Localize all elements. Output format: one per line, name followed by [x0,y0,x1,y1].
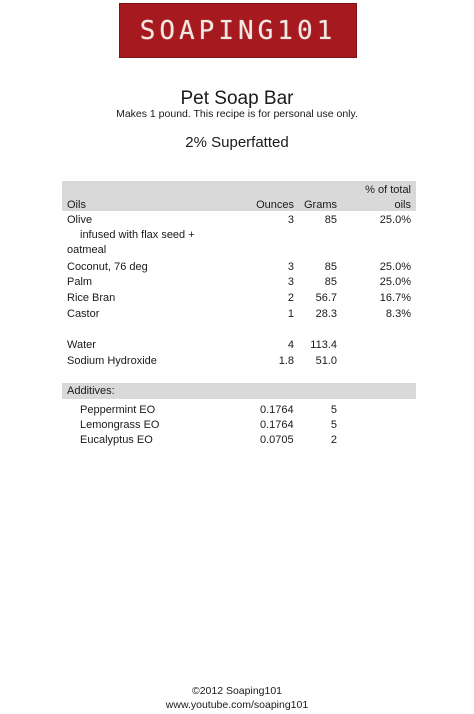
oil-ounces: 1 [287,308,294,320]
liquid-grams: 51.0 [315,355,337,367]
recipe-title: Pet Soap Bar [180,88,294,109]
oil-name: Rice Bran [67,292,116,304]
additive-grams: 5 [330,419,337,431]
additive-ounces: 0.1764 [260,419,294,431]
oil-note: oatmeal [67,244,107,256]
additive-name: Lemongrass EO [80,419,160,431]
oil-note: infused with flax seed + [80,229,195,241]
additive-ounces: 0.0705 [260,434,294,446]
oil-pct: 25.0% [379,214,411,226]
oil-ounces: 3 [287,276,294,288]
additive-grams: 2 [330,434,337,446]
oil-grams: 56.7 [315,292,337,304]
header-pct-line1: % of total [365,184,411,196]
additive-grams: 5 [330,404,337,416]
liquid-grams: 113.4 [310,339,337,351]
oil-name: Palm [67,276,93,288]
oil-pct: 25.0% [379,261,411,273]
header-ounces: Ounces [256,199,294,211]
footer-copyright: ©2012 Soaping101 [191,685,283,697]
oil-ounces: 3 [287,214,294,226]
oil-grams: 85 [324,276,337,288]
oil-name: Olive [67,214,93,226]
oil-grams: 85 [324,261,337,273]
header-pct-line2: oils [394,199,411,211]
recipe-subtitle: Makes 1 pound. This recipe is for personal use only. [116,108,358,120]
header-oils: Oils [67,199,86,211]
header-grams: Grams [304,199,337,211]
liquid-name: Sodium Hydroxide [67,355,157,367]
logo-text: SOAPING101 [139,15,337,46]
superfat-label: 2% Superfatted [185,134,289,151]
liquid-ounces: 1.8 [278,355,294,367]
oil-grams: 28.3 [315,308,337,320]
soaping101-logo [119,3,357,58]
liquid-name: Water [67,339,96,351]
oil-pct: 25.0% [379,276,411,288]
additives-label: Additives: [67,385,115,397]
oil-pct: 8.3% [385,308,411,320]
additive-name: Eucalyptus EO [80,434,153,446]
additive-name: Peppermint EO [80,404,156,416]
oil-name: Castor [67,308,100,320]
oil-grams: 85 [324,214,337,226]
table-header-band [62,181,416,211]
footer-url: www.youtube.com/soaping101 [165,699,309,711]
oil-ounces: 2 [287,292,294,304]
oil-pct: 16.7% [379,292,411,304]
liquid-ounces: 4 [287,339,294,351]
additives-header-band [62,383,416,399]
additive-ounces: 0.1764 [260,404,294,416]
oil-name: Coconut, 76 deg [67,261,148,273]
oil-ounces: 3 [287,261,294,273]
